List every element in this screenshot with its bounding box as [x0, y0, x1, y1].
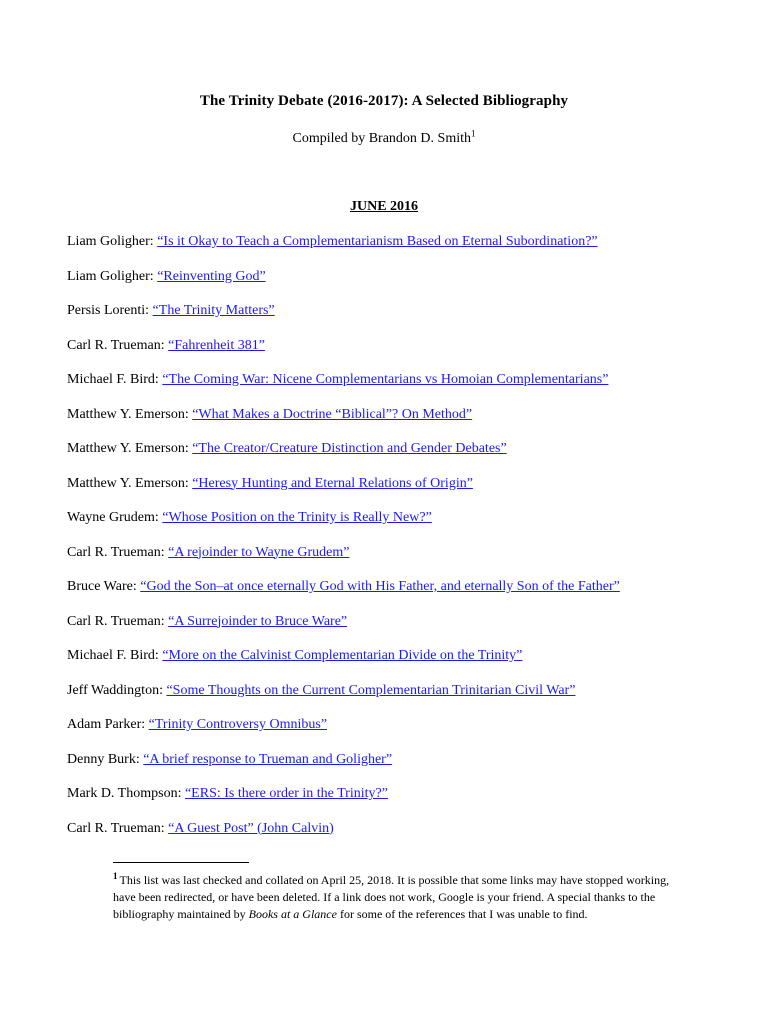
entry-link[interactable]: “Whose Position on the Trinity is Really New?” [162, 510, 432, 525]
section-heading-june-2016: JUNE 2016 [349, 199, 419, 214]
entry-author: Denny Burk: [67, 751, 144, 767]
entry-link[interactable]: “The Creator/Creature Distinction and Gender Debates” [192, 441, 507, 456]
entry-link[interactable]: “The Trinity Matters” [152, 303, 275, 318]
bibliography-entry [67, 821, 747, 856]
bibliography-entry [67, 441, 747, 476]
entry-link[interactable]: “What Makes a Doctrine “Biblical”? On Method” [192, 406, 473, 422]
entry-author: Persis Lorenti: [67, 303, 153, 318]
document-title: The Trinity Debate (2016-2017): A Selected Bibliography [199, 93, 569, 109]
entry-author: Carl R. Trueman: [67, 613, 169, 629]
entry-link[interactable]: “A Surrejoinder to Bruce Ware” [168, 613, 348, 629]
bibliography-entry [67, 372, 747, 407]
bibliography-entry [67, 269, 747, 304]
bibliography-entry [67, 476, 747, 511]
entry-author: Jeff Waddington: [67, 682, 167, 698]
entry-author: Michael F. Bird: [67, 648, 163, 663]
bibliography-entry [67, 717, 747, 752]
footnote-separator [113, 862, 249, 863]
entry-author: Matthew Y. Emerson: [67, 475, 193, 491]
footnote [113, 868, 673, 923]
bibliography-entry [67, 510, 747, 545]
entry-link[interactable]: “Fahrenheit 381” [168, 337, 265, 353]
bibliography-entry [67, 683, 747, 718]
entry-author: Carl R. Trueman: [67, 820, 169, 836]
entry-link[interactable]: “Some Thoughts on the Current Complementarian Trinitarian Civil War” [166, 682, 576, 698]
bibliography-entry [67, 752, 747, 787]
entry-author: Matthew Y. Emerson: [67, 441, 193, 456]
entry-author: Adam Parker: [67, 717, 149, 732]
entry-author: Carl R. Trueman: [67, 337, 169, 353]
bibliography-entry [67, 614, 747, 649]
entry-author: Bruce Ware: [67, 579, 141, 594]
bibliography-entry [67, 234, 747, 269]
bibliography-entry [67, 407, 747, 442]
entry-author: Carl R. Trueman: [67, 544, 169, 560]
entry-author: Matthew Y. Emerson: [67, 406, 193, 422]
bibliography-entry [67, 579, 747, 614]
entry-link[interactable]: “Heresy Hunting and Eternal Relations of Origin” [192, 475, 473, 491]
entry-author: Wayne Grudem: [67, 510, 163, 525]
entry-link[interactable]: “The Coming War: Nicene Complementarians vs Homoian Complementarians” [162, 372, 609, 387]
entry-link[interactable]: “A brief response to Trueman and Goligher” [143, 751, 393, 767]
bibliography-entry [67, 786, 747, 821]
entry-link[interactable]: “A rejoinder to Wayne Grudem” [168, 544, 350, 560]
entry-link[interactable]: “More on the Calvinist Complementarian Divide on the Trinity” [162, 648, 523, 663]
entry-link[interactable]: “God the Son–at once eternally God with His Father, and eternally Son of the Father” [140, 579, 620, 594]
entry-author: Michael F. Bird: [67, 372, 163, 387]
entry-link[interactable]: “Reinventing God” [157, 268, 266, 284]
bibliography-list [67, 234, 747, 855]
footnote-reference[interactable]: 1 [471, 128, 476, 139]
entry-link[interactable]: “A Guest Post” (John Calvin) [168, 820, 334, 836]
entry-link[interactable]: “Trinity Controversy Omnibus” [148, 717, 328, 732]
footnote-marker: 1 [113, 871, 118, 881]
entry-link[interactable]: “ERS: Is there order in the Trinity?” [184, 786, 388, 801]
entry-author: Liam Goligher: [67, 234, 158, 249]
footnote-text-start: This list was last checked and collated on April 25, 2018. It is possible that some links may have stopped working, have been redirected, or have been deleted. If a link does not work, Google is your friend. A special thanks to the bibliography maintained by [113, 873, 670, 921]
bibliography-entry [67, 338, 747, 373]
entry-author: Liam Goligher: [67, 268, 158, 284]
entry-link[interactable]: “Is it Okay to Teach a Complementarianism Based on Eternal Subordination?” [157, 234, 598, 249]
entry-author: Mark D. Thompson: [67, 786, 185, 801]
compiled-by-text: Compiled by Brandon D. Smith [292, 131, 471, 146]
footnote-italic-title: Books at a Glance [248, 907, 337, 921]
bibliography-entry [67, 545, 747, 580]
compiled-by-line [0, 128, 768, 147]
footnote-text-end: for some of the references that I was unable to find. [336, 907, 588, 921]
bibliography-entry [67, 303, 747, 338]
bibliography-entry [67, 648, 747, 683]
